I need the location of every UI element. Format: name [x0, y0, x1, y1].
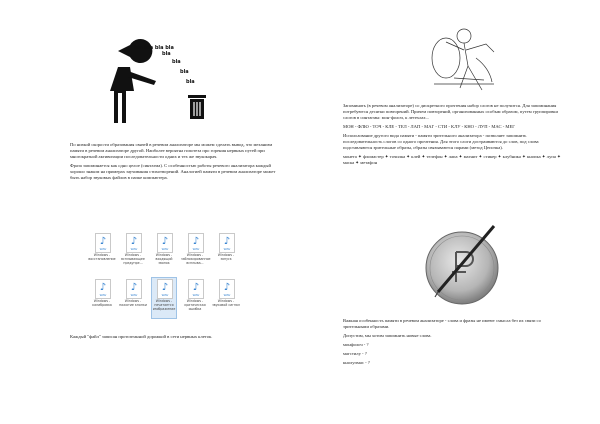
wav-file-item[interactable]: [90, 232, 114, 272]
right-paragraph-3: Важная особенность памяти в речевом анализаторе - слова и фразы не имеют смысла без их связи со зрительными образами.: [343, 318, 541, 329]
music-note-file-icon: [188, 279, 204, 299]
wav-file-label: Windows - калибровка: [92, 299, 112, 307]
note-glyph: ♪: [99, 236, 107, 247]
file-ext: WAV: [130, 293, 138, 297]
file-ext: WAV: [130, 247, 138, 251]
note-glyph: ♪: [130, 282, 138, 293]
wav-file-item[interactable]: [90, 278, 114, 318]
coin-pen-icon: [418, 222, 508, 310]
music-note-file-icon: [157, 279, 173, 299]
file-ext: WAV: [99, 293, 107, 297]
wav-file-label: Windows - заблокированное всплыва...: [181, 253, 211, 265]
right-text-block: [343, 103, 561, 169]
wav-file-item[interactable]: [181, 232, 211, 272]
note-glyph: ♪: [192, 236, 200, 247]
file-ext: WAV: [161, 247, 169, 251]
wav-file-label: Windows - восстановление: [88, 253, 116, 261]
syllable-row: МОН - ФЛЮ - ТОЧ - КЛЕ - ТЕЛ - ЛАП - МАГ - СТИ - КЛУ - КНО - ЛУП - МАС - МЕГ: [343, 124, 515, 129]
right-text-block-2: [343, 318, 561, 369]
music-note-file-icon: [157, 233, 173, 253]
wav-file-label: Windows - входящий звонок: [155, 253, 173, 265]
wav-file-item[interactable]: [121, 278, 145, 318]
note-glyph: ♪: [223, 236, 231, 247]
file-ext: WAV: [161, 293, 169, 297]
word-item: магстилу - ?: [343, 351, 367, 356]
music-note-file-icon: [219, 233, 235, 253]
music-note-file-icon: [95, 233, 111, 253]
note-glyph: ♪: [161, 282, 169, 293]
wav-file-label: Windows - звуковой сигнал: [212, 299, 240, 307]
wav-file-item[interactable]: [214, 232, 238, 272]
wav-file-grid: [86, 232, 246, 320]
file-ext: WAV: [99, 247, 107, 251]
svg-text:bla: bla: [180, 69, 189, 75]
note-glyph: ♪: [130, 236, 138, 247]
right-paragraph-2: Использование другого вида памяти - памяти зрительного анализатора - позволяет запомнить последовательность слогов со одного прочтения. Для этого слоги достраиваются до слов, под слова подставляются зрительные образы, образы связываются парами (метод Цепочка).: [343, 133, 539, 150]
file-ext: WAV: [192, 293, 200, 297]
music-note-file-icon: [188, 233, 204, 253]
svg-text:bla: bla: [186, 79, 195, 85]
sketch-figure-icon: [424, 18, 504, 98]
chain-words: монета ✦ фломастер ✦ точилка ✦ клей ✦ телефон ✦ лапа ✦ магнит ✦ стикер ✦ клубника ✦ кнопка ✦ лупа ✦ маска ✦ метафон: [343, 154, 561, 165]
note-glyph: ♪: [223, 282, 231, 293]
wav-file-item[interactable]: [183, 278, 207, 318]
note-glyph: ♪: [161, 236, 169, 247]
wav-file-item[interactable]: [152, 232, 176, 272]
file-ext: WAV: [223, 293, 231, 297]
music-note-file-icon: [126, 233, 142, 253]
music-note-file-icon: [126, 279, 142, 299]
question-line: Допустим, мы хотим запомнить новые слова.: [343, 333, 432, 338]
left-text-block: [70, 142, 285, 184]
left-paragraph-2: Фраза запоминается как одно целое (синтагма). С особенностью работы речевого анализатора каждый хорошо знаком на примерах заучивания стихотворений. Аналогией памяти в речевом анализаторе может быть набор звуковых файлов в папке компьютера.: [70, 163, 276, 180]
wav-file-label: Windows - всплывающее предупре...: [121, 253, 145, 265]
left-caption: Каждый "файл" записан протоптанной дорожкой в сети нервных клеток.: [70, 334, 213, 339]
note-glyph: ♪: [192, 282, 200, 293]
wav-file-label: Windows - печатается изображение: [152, 299, 176, 311]
svg-text:bla: bla: [172, 59, 181, 65]
wav-file-item[interactable]: [121, 232, 145, 272]
wav-file-item[interactable]: [214, 278, 238, 318]
note-glyph: ♪: [99, 282, 107, 293]
right-paragraph-1: Запоминать (в речевом анализаторе) со дискретного прочтения набор слогов не получится. Для запоминания потребуются десятки повторений. Причем повторений, организованных особым образом, путем группировки слогов в синтагмы: мон-фолоч, к летехлах...: [343, 103, 558, 120]
svg-text:bla: bla: [162, 51, 171, 57]
file-ext: WAV: [192, 247, 200, 251]
speech-trash-illustration-icon: [104, 29, 216, 132]
music-note-file-icon: [95, 279, 111, 299]
music-note-file-icon: [219, 279, 235, 299]
word-item: кнолупмас - ?: [343, 360, 370, 365]
word-item: монфолоч - ?: [343, 342, 369, 347]
file-ext: WAV: [223, 247, 231, 251]
wav-file-item[interactable]: [152, 278, 176, 318]
wav-file-label: Windows - нажатие кнопки: [119, 299, 147, 307]
wav-file-label: Windows - запуск: [217, 253, 235, 261]
svg-text:bla bla bla bla: bla bla bla bla: [134, 45, 174, 51]
wav-file-label: Windows - критическая ошибка: [184, 299, 206, 311]
left-paragraph-1: По низкой скорости образования связей в речевом анализаторе мы можем сделать вывод, что механизм памяти в речевом анализаторе другой. Наиболее вероятна гипотеза про горения нервных путей при многократной активизации последовательности одних и тех же звукокарач.: [70, 142, 273, 159]
